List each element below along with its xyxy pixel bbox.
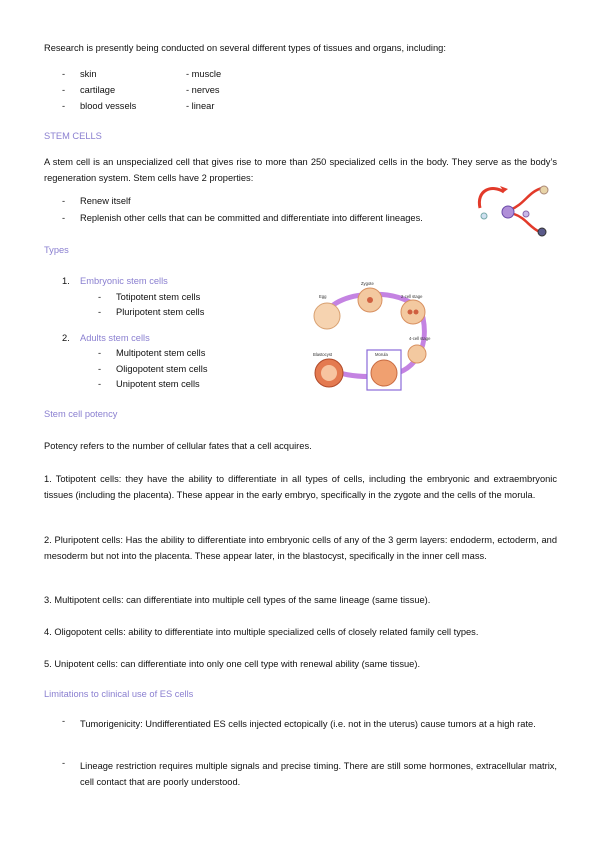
four-cell-stage bbox=[408, 345, 426, 363]
cell-icon bbox=[481, 213, 487, 219]
potency-paragraph-5: 5. Unipotent cells: can differentiate into only one cell type with renewal ability (same tissue). bbox=[44, 659, 421, 669]
cell-icon bbox=[538, 228, 546, 236]
development-cycle-figure bbox=[305, 278, 440, 396]
list-dash: - bbox=[62, 101, 66, 111]
red-arrow bbox=[510, 188, 542, 210]
list-dash: - bbox=[62, 196, 66, 206]
diagram-label-four-cell: 4-cell stage bbox=[409, 336, 431, 341]
diagram-label-two-cell: 2-cell stage bbox=[401, 294, 423, 299]
stem-cells-paragraph: A stem cell is an unspecialized cell that gives rise to more than 250 specialized cells in the body. They serve as the body’s regeneration system. Stem cells have 2 properties: bbox=[44, 157, 557, 183]
limitation-item: Tumorigenicity: Undifferentiated ES cells injected ectopically (i.e. not in the uterus) cause tumors at a high rate. bbox=[80, 719, 536, 729]
two-cell-stage bbox=[401, 300, 425, 324]
limitation-item: Lineage restriction requires multiple signals and precise timing. There are still some hormones, extracellular matrix, cell contact that are poorly understood. bbox=[80, 761, 557, 787]
subtype-item: Unipotent stem cells bbox=[116, 379, 200, 389]
diagram-label-blastocyst: Blastocyst bbox=[313, 352, 333, 357]
list-dash: - bbox=[62, 69, 66, 79]
type-label: Embryonic stem cells bbox=[80, 276, 168, 286]
potency-paragraph-2: 2. Pluripotent cells: Has the ability to differentiate into embryonic cells of any of the 3 germ layers: endoderm, ectoderm, and mesoderm but not into the placenta. These appear later, in the blastocyst, specifically in the inner cell mass. bbox=[44, 535, 557, 561]
potency-paragraph-1: 1. Totipotent cells: they have the ability to differentiate in all types of cells, including the embryonic and extraembryonic tissues (including the placenta). These appear in the early embryo, specifically in the zygote and the cells of the morula. bbox=[44, 474, 557, 500]
list-dash: - bbox=[98, 364, 102, 374]
potency-paragraph-3: 3. Multipotent cells: can differentiate into multiple cell types of the same lineage (same tissue). bbox=[44, 595, 431, 605]
potency-paragraph-4: 4. Oligopotent cells: ability to differentiate into multiple specialized cells of closely related family cell types. bbox=[44, 627, 479, 637]
tissue-item: - muscle bbox=[186, 69, 222, 79]
list-number: 2. bbox=[62, 333, 70, 343]
list-dash: - bbox=[98, 307, 102, 317]
diagram-label-egg: Egg bbox=[319, 294, 327, 299]
blastocoel bbox=[321, 365, 337, 381]
tissue-item: - linear bbox=[186, 101, 215, 111]
subtype-item: Multipotent stem cells bbox=[116, 348, 206, 358]
stem-cell-icon bbox=[502, 206, 514, 218]
list-dash: - bbox=[62, 213, 66, 223]
property-item: Renew itself bbox=[80, 196, 131, 206]
red-arrow bbox=[479, 189, 504, 208]
nucleus bbox=[408, 310, 413, 315]
tissue-item: cartilage bbox=[80, 85, 116, 95]
types-heading: Types bbox=[44, 245, 69, 255]
list-dash: - bbox=[62, 716, 66, 726]
list-dash: - bbox=[98, 379, 102, 389]
subtype-item: Oligopotent stem cells bbox=[116, 364, 208, 374]
nucleus bbox=[367, 297, 373, 303]
tissue-item: - nerves bbox=[186, 85, 220, 95]
list-number: 1. bbox=[62, 276, 70, 286]
diagram-label-morula: Morula bbox=[375, 352, 388, 357]
cell-icon bbox=[540, 186, 548, 194]
subtype-item: Pluripotent stem cells bbox=[116, 307, 205, 317]
tissue-item: skin bbox=[80, 69, 97, 79]
egg-cell bbox=[314, 303, 340, 329]
morula-cell bbox=[371, 360, 397, 386]
subtype-item: Totipotent stem cells bbox=[116, 292, 201, 302]
potency-heading: Stem cell potency bbox=[44, 409, 118, 419]
cell-icon bbox=[523, 211, 529, 217]
tissue-item: blood vessels bbox=[80, 101, 137, 111]
property-item: Replenish other cells that can be committed and differentiate into different lineages. bbox=[80, 213, 423, 223]
potency-intro: Potency refers to the number of cellular fates that a cell acquires. bbox=[44, 441, 312, 451]
limitations-heading: Limitations to clinical use of ES cells bbox=[44, 689, 194, 699]
diagram-label-zygote: Zygote bbox=[361, 281, 374, 286]
list-dash: - bbox=[98, 348, 102, 358]
nucleus bbox=[414, 310, 419, 315]
list-dash: - bbox=[62, 85, 66, 95]
type-label: Adults stem cells bbox=[80, 333, 150, 343]
list-dash: - bbox=[98, 292, 102, 302]
stem-cells-heading: STEM CELLS bbox=[44, 131, 102, 141]
intro-text: Research is presently being conducted on several different types of tissues and organs, including: bbox=[44, 43, 446, 53]
list-dash: - bbox=[62, 758, 66, 768]
differentiation-figure bbox=[470, 180, 560, 240]
